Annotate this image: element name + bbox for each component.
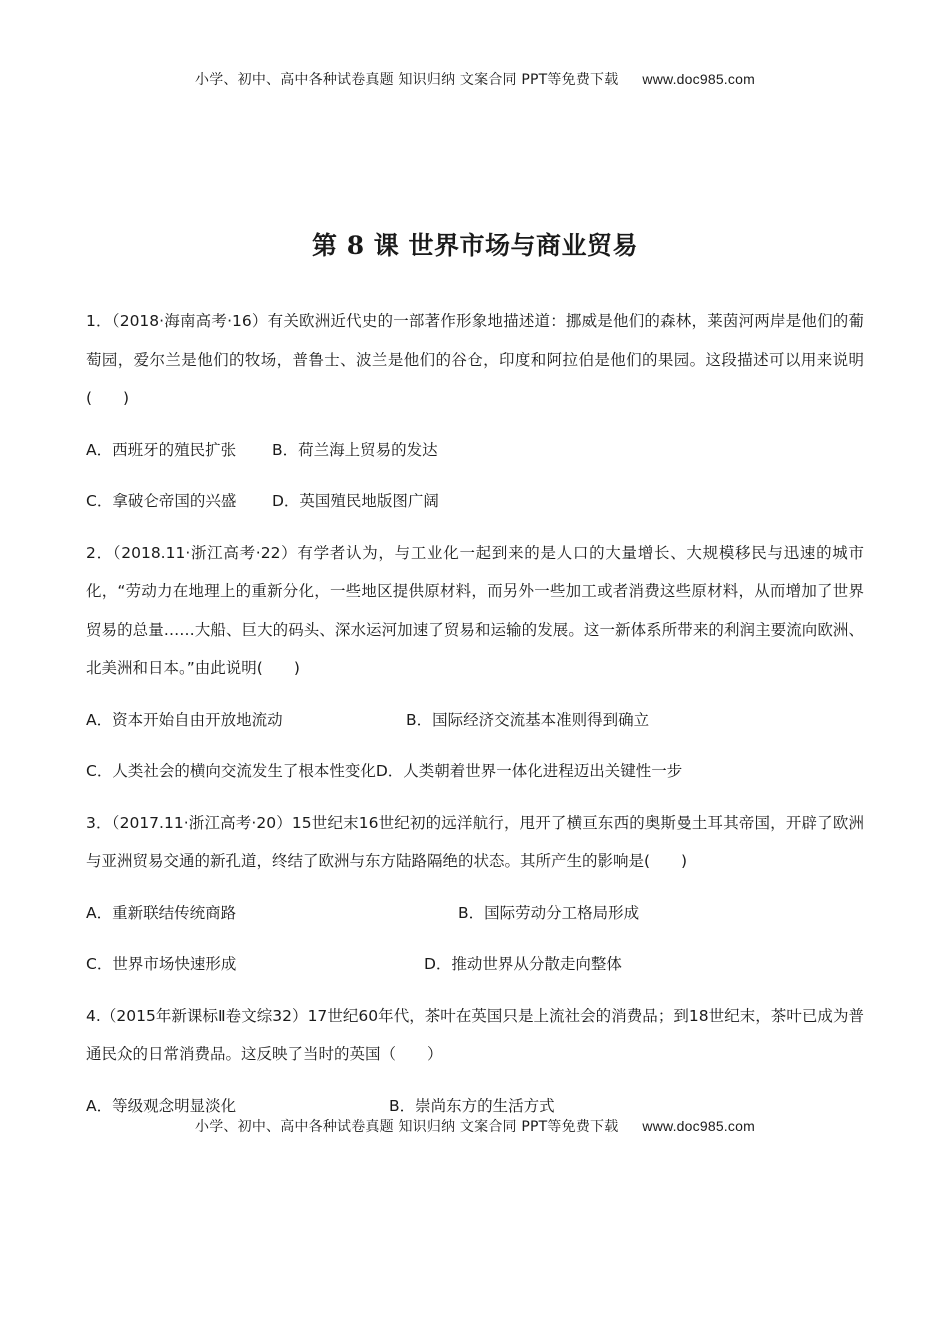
question-list [86,302,864,1139]
option-b[interactable]: B．荷兰海上贸易的发达 [272,440,438,459]
option-row [86,894,864,932]
option-d[interactable]: D．推动世界从分散走向整体 [424,954,622,973]
option-row [86,431,864,469]
question-text: 4.（2015年新课标Ⅱ卷文综32）17世纪60年代，茶叶在英国只是上流社会的消费品；到18世纪末，茶叶已成为普通民众的日常消费品。这反映了当时的英国（ ） [86,1006,864,1063]
option-row [86,701,864,739]
question-text: 3．（2017.11·浙江高考·20）15世纪末16世纪初的远洋航行，甩开了横亘东西的奥斯曼土耳其帝国，开辟了欧洲与亚洲贸易交通的新孔道，终结了欧洲与东方陆路隔绝的状态。其所产生的影响是( ) [86,813,864,870]
option-row [86,482,864,520]
question-text: 2．（2018.11·浙江高考·22）有学者认为，与工业化一起到来的是人口的大量增长、大规模移民与迅速的城市化，“劳动力在地理上的重新分化，一些地区提供原材料，而另外一些加工或者消费这些原材料，从而增加了世界贸易的总量……大船、巨大的码头、深水运河加速了贸易和运输的发展。这一新体系所带来的利润主要流向欧洲、北美洲和日本。”由此说明( ) [86,543,864,677]
question-3 [86,804,864,983]
option-c[interactable]: C．世界市场快速形成 [86,954,237,973]
option-a[interactable]: A．等级观念明显淡化 [86,1096,237,1115]
option-row [86,945,864,983]
question-1 [86,302,864,520]
option-c[interactable]: C．拿破仑帝国的兴盛 [86,491,237,510]
option-b[interactable]: B．国际经济交流基本准则得到确立 [406,710,650,729]
page-footer [0,1116,950,1136]
option-d[interactable]: D．人类朝着世界一体化进程迈出关键性一步 [375,761,683,780]
footer-site-link[interactable]: www.doc985.com [642,1118,755,1134]
option-a[interactable]: A．资本开始自由开放地流动 [86,710,283,729]
footer-text: 小学、初中、高中各种试卷真题 知识归纳 文案合同 PPT等免费下载 [195,1119,619,1135]
header-text: 小学、初中、高中各种试卷真题 知识归纳 文案合同 PPT等免费下载 [195,72,619,88]
option-row [86,752,864,790]
question-2 [86,534,864,790]
option-b[interactable]: B．崇尚东方的生活方式 [389,1096,555,1115]
lesson-title: 第 8 课 世界市场与商业贸易 [311,231,638,260]
option-b[interactable]: B．国际劳动分工格局形成 [458,903,640,922]
header-site-link[interactable]: www.doc985.com [642,71,755,87]
question-text: 1．（2018·海南高考·16）有关欧洲近代史的一部著作形象地描述道：挪威是他们的森林，莱茵河两岸是他们的葡萄园，爱尔兰是他们的牧场，普鲁士、波兰是他们的谷仓，印度和阿拉伯是他们的果园。这段描述可以用来说明( ) [86,312,864,407]
option-c[interactable]: C．人类社会的横向交流发生了根本性变化 [86,761,376,780]
option-a[interactable]: A．重新联结传统商路 [86,903,237,922]
option-a[interactable]: A．西班牙的殖民扩张 [86,440,237,459]
page-header [0,69,950,89]
option-d[interactable]: D．英国殖民地版图广阔 [272,491,439,510]
question-4 [86,997,864,1125]
